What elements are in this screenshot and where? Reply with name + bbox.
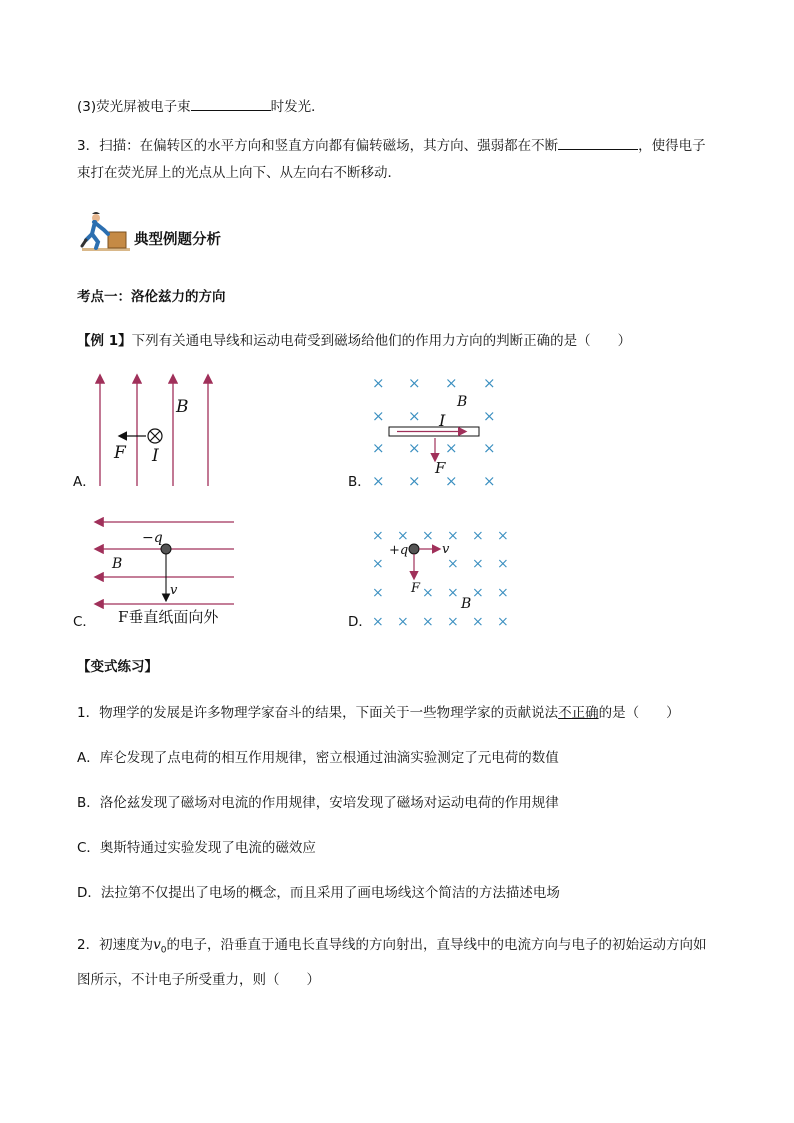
svg-text:×: × xyxy=(472,614,484,630)
svg-text:×: × xyxy=(497,614,509,630)
person-pushing-box-icon xyxy=(74,210,134,254)
text: 时发光． xyxy=(270,99,325,115)
fill-line-2 xyxy=(77,135,706,156)
text: 束打在荧光屏上的光点从上向下、从左向右不断移动． xyxy=(77,165,401,181)
svg-text:×: × xyxy=(447,614,459,630)
svg-text:×: × xyxy=(447,585,459,601)
figure-c xyxy=(90,512,240,632)
label-b: B xyxy=(461,596,472,612)
text: ，使得电子 xyxy=(638,138,706,154)
option-c-label: C． xyxy=(73,614,96,630)
figure-d xyxy=(365,512,525,632)
svg-text:×: × xyxy=(408,407,421,425)
svg-text:×: × xyxy=(372,439,385,457)
svg-text:×: × xyxy=(408,374,421,392)
svg-text:×: × xyxy=(472,556,484,572)
svg-text:×: × xyxy=(372,556,384,572)
label-i: I xyxy=(152,446,159,466)
svg-text:×: × xyxy=(422,614,434,630)
svg-text:×: × xyxy=(372,585,384,601)
svg-text:×: × xyxy=(472,528,484,544)
fill-line-3 xyxy=(77,163,401,183)
figure-a xyxy=(90,370,250,490)
label-b: B xyxy=(112,556,123,572)
label-b: B xyxy=(457,394,468,410)
svg-text:×: × xyxy=(483,472,496,490)
svg-text:×: × xyxy=(447,556,459,572)
svg-text:×: × xyxy=(445,374,458,392)
svg-text:×: × xyxy=(408,472,421,490)
answer-blank[interactable] xyxy=(558,135,638,150)
q1-option-d[interactable]: D．法拉第不仅提出了电场的概念，而且采用了画电场线这个简洁的方法描述电场 xyxy=(77,885,560,901)
question-2 xyxy=(77,935,706,961)
label-v: v xyxy=(442,542,450,557)
text: 的是（ ） xyxy=(598,705,680,721)
svg-text:×: × xyxy=(408,439,421,457)
label-charge: −q xyxy=(142,530,163,546)
label-b: B xyxy=(176,397,189,417)
question-1 xyxy=(77,703,680,723)
question-2-line-2: 图所示，不计电子所受重力，则（ ） xyxy=(77,972,320,988)
text: 3．扫描：在偏转区的水平方向和竖直方向都有偏转磁场，其方向、强弱都在不断 xyxy=(77,138,559,154)
svg-text:×: × xyxy=(397,528,409,544)
svg-text:×: × xyxy=(445,439,458,457)
svg-text:×: × xyxy=(445,472,458,490)
svg-text:×: × xyxy=(483,439,496,457)
text: 的电子，沿垂直于通电长直导线的方向射出，直导线中的电流方向与电子的初始运动方向如 xyxy=(166,937,707,953)
charge-ball xyxy=(409,544,419,554)
example-1 xyxy=(77,331,631,351)
figure-b xyxy=(365,372,515,492)
label-v: v xyxy=(170,583,178,598)
q1-option-a[interactable]: A．库仑发现了点电荷的相互作用规律，密立根通过油滴实验测定了元电荷的数值 xyxy=(77,750,559,766)
svg-text:×: × xyxy=(472,585,484,601)
svg-text:×: × xyxy=(447,528,459,544)
charge-ball xyxy=(161,544,171,554)
v0-symbol: $v_0$ xyxy=(153,937,167,956)
force-note: F垂直纸面向外 xyxy=(118,608,219,626)
section-title: 典型例题分析 xyxy=(134,232,221,248)
option-d-label: D． xyxy=(348,614,372,630)
text: 2．初速度为 xyxy=(77,937,154,953)
example-tag: 【例 1】 xyxy=(77,333,132,349)
topic-heading: 考点一：洛伦兹力的方向 xyxy=(77,289,226,305)
svg-text:×: × xyxy=(483,374,496,392)
label-f: F xyxy=(114,443,126,463)
svg-text:×: × xyxy=(372,407,385,425)
label-i: I xyxy=(439,411,446,430)
svg-text:×: × xyxy=(372,614,384,630)
svg-text:×: × xyxy=(497,528,509,544)
svg-text:×: × xyxy=(372,374,385,392)
q1-option-c[interactable]: C．奥斯特通过实验发现了电流的磁效应 xyxy=(77,840,316,856)
practice-heading: 【变式练习】 xyxy=(77,659,158,675)
svg-text:×: × xyxy=(497,556,509,572)
label-f: F xyxy=(435,459,446,477)
svg-text:×: × xyxy=(422,528,434,544)
label-f: F xyxy=(411,581,421,596)
fill-line-1 xyxy=(77,96,325,117)
answer-blank[interactable] xyxy=(191,96,271,111)
svg-text:×: × xyxy=(483,407,496,425)
option-b-label: B． xyxy=(348,474,371,490)
option-a-label: A． xyxy=(73,474,96,490)
q1-option-b[interactable]: B．洛伦兹发现了磁场对电流的作用规律，安培发现了磁场对运动电荷的作用规律 xyxy=(77,795,559,811)
svg-text:×: × xyxy=(372,472,385,490)
svg-text:×: × xyxy=(497,585,509,601)
emphasis: 不正确 xyxy=(558,705,599,721)
label-charge: +q xyxy=(389,543,409,558)
example-text: 下列有关通电导线和运动电荷受到磁场给他们的作用力方向的判断正确的是（ ） xyxy=(131,333,632,349)
text: (3)荧光屏被电子束 xyxy=(77,99,191,115)
svg-text:×: × xyxy=(422,585,434,601)
svg-text:×: × xyxy=(397,614,409,630)
text: 1．物理学的发展是许多物理学家奋斗的结果，下面关于一些物理学家的贡献说法 xyxy=(77,705,559,721)
svg-text:×: × xyxy=(372,528,384,544)
